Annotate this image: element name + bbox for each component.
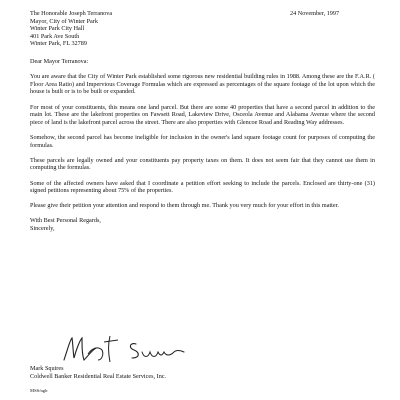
closing-line: With Best Personal Regards, (30, 217, 101, 225)
recipient-line: Winter Park, FL 32789 (30, 40, 87, 48)
sender-name: Mark Squires (30, 365, 64, 372)
letter-date: 24 November, 1997 (290, 10, 340, 17)
body-paragraph: Please give their petition your attention and respond to them through me. Thank you very much for your effort in this matter. (30, 202, 339, 210)
letter-body (30, 58, 375, 233)
typist-initials: MSS/ngb (30, 388, 48, 393)
sender-block (30, 365, 166, 380)
body-paragraph: You are aware that the City of Winter Park established some rigorous new residential building rules in 1988. Among these are the F.A.R. ( Floor Area Ratio) and Impervious Coverage Formulas which are expressed as percentages of the square footage of the lot upon which the house is built or is to be built or expanded. (30, 73, 375, 96)
handwritten-signature (58, 330, 188, 370)
recipient-address (30, 10, 260, 48)
salutation: Dear Mayor Terranova: (30, 58, 89, 65)
recipient-line: Mayor, City of Winter Park (30, 17, 98, 25)
body-paragraph: Some of the affected owners have asked that I coordinate a petition effort seeking to include the parcels. Enclosed are thirty-one (31) signed petitions representing about 75% of the properties. (30, 179, 375, 195)
recipient-line: The Honorable Joseph Terranova (30, 10, 113, 17)
body-paragraph: These parcels are legally owned and your constituents pay property taxes on them. It does not seem fair that they cannot use them in computing the formulas. (30, 156, 375, 172)
closing (30, 217, 375, 232)
recipient-line: Winter Park City Hall (30, 25, 85, 33)
sender-company: Coldwell Banker Residential Real Estate Services, Inc. (30, 372, 167, 380)
closing-line: Sincerely, (30, 225, 55, 233)
recipient-line: 401 Park Ave South (30, 32, 80, 40)
body-paragraph: For most of your constituents, this means one land parcel. But there are some 40 properties that have a second parcel in addition to the main lot. These are the lakefront properties on Fawsett Road, Lakeview Drive, Osceola Avenue and Alabama Avenue where the second piece of land is the lakefront parcel across the street. There are also properties with Glencoe Road and Reading Way addresses. (30, 103, 375, 126)
body-paragraph: Somehow, the second parcel has become ineligible for inclusion in the owner's land square footage count for purposes of computing the formulas. (30, 133, 375, 149)
